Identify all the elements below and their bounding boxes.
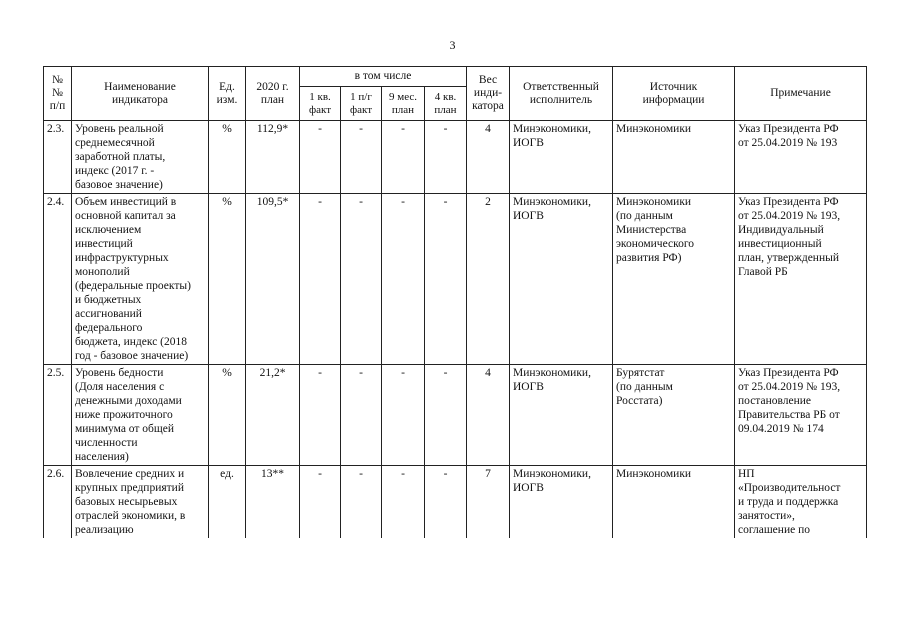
table-row (44, 365, 867, 466)
row-num: 2.3. (44, 121, 72, 194)
row-num: 2.4. (44, 194, 72, 365)
row-responsible: Минэкономики, ИОГВ (510, 121, 613, 194)
row-unit: % (209, 194, 246, 365)
row-plan2020: 112,9* (246, 121, 300, 194)
row-q1: - (300, 194, 341, 365)
col-header-responsible: Ответственный исполнитель (510, 67, 613, 121)
row-responsible: Минэкономики, ИОГВ (510, 194, 613, 365)
row-name: Уровень бедности (Доля населения с денежными доходами ниже прожиточного минимума от общей численности населения) (72, 365, 209, 466)
col-header-h1: 1 п/г факт (341, 87, 382, 121)
page-number: 3 (449, 38, 456, 52)
indicators-table (43, 66, 867, 538)
row-m9: - (382, 466, 425, 539)
row-name: Объем инвестиций в основной капитал за исключением инвестиций инфраструктурных монополий (федеральные проекты) и бюджетных ассигнований федерального бюджета, индекс (2018 год - базовое значение) (72, 194, 209, 365)
row-q4: - (425, 365, 467, 466)
col-header-weight: Вес инди- катора (467, 67, 510, 121)
col-header-including: в том числе (300, 67, 467, 87)
row-unit: ед. (209, 466, 246, 539)
row-num: 2.5. (44, 365, 72, 466)
col-header-q1: 1 кв. факт (300, 87, 341, 121)
row-name: Вовлечение средних и крупных предприятий базовых несырьевых отраслей экономики, в реализацию (72, 466, 209, 539)
col-header-q4: 4 кв. план (425, 87, 467, 121)
row-weight: 2 (467, 194, 510, 365)
row-weight: 7 (467, 466, 510, 539)
row-source: Минэкономики (по данным Министерства экономического развития РФ) (613, 194, 735, 365)
row-responsible: Минэкономики, ИОГВ (510, 466, 613, 539)
row-unit: % (209, 365, 246, 466)
row-note: Указ Президента РФ от 25.04.2019 № 193, Индивидуальный инвестиционный план, утвержденный Главой РБ (735, 194, 867, 365)
row-m9: - (382, 365, 425, 466)
header-row-1 (44, 67, 867, 87)
row-plan2020: 109,5* (246, 194, 300, 365)
table-row (44, 466, 867, 539)
col-header-source: Источник информации (613, 67, 735, 121)
row-q1: - (300, 466, 341, 539)
row-note: НП «Производительност и труда и поддержка занятости», соглашение по (735, 466, 867, 539)
row-name: Уровень реальной среднемесячной заработной платы, индекс (2017 г. - базовое значение) (72, 121, 209, 194)
col-header-plan2020: 2020 г. план (246, 67, 300, 121)
row-weight: 4 (467, 365, 510, 466)
col-header-unit: Ед. изм. (209, 67, 246, 121)
row-plan2020: 21,2* (246, 365, 300, 466)
table-row (44, 194, 867, 365)
row-h1: - (341, 365, 382, 466)
col-header-name: Наименование индикатора (72, 67, 209, 121)
row-source: Бурятстат (по данным Росстата) (613, 365, 735, 466)
row-m9: - (382, 121, 425, 194)
row-q4: - (425, 466, 467, 539)
table-row (44, 121, 867, 194)
row-plan2020: 13** (246, 466, 300, 539)
row-unit: % (209, 121, 246, 194)
row-weight: 4 (467, 121, 510, 194)
row-h1: - (341, 121, 382, 194)
row-q4: - (425, 121, 467, 194)
col-header-note: Примечание (735, 67, 867, 121)
row-note: Указ Президента РФ от 25.04.2019 № 193 (735, 121, 867, 194)
row-responsible: Минэкономики, ИОГВ (510, 365, 613, 466)
row-source: Минэкономики (613, 121, 735, 194)
col-header-m9: 9 мес. план (382, 87, 425, 121)
row-q4: - (425, 194, 467, 365)
row-note: Указ Президента РФ от 25.04.2019 № 193, постановление Правительства РБ от 09.04.2019 № 174 (735, 365, 867, 466)
col-header-num: № № п/п (44, 67, 72, 121)
row-num: 2.6. (44, 466, 72, 539)
row-h1: - (341, 466, 382, 539)
row-source: Минэкономики (613, 466, 735, 539)
row-q1: - (300, 121, 341, 194)
row-m9: - (382, 194, 425, 365)
row-q1: - (300, 365, 341, 466)
row-h1: - (341, 194, 382, 365)
